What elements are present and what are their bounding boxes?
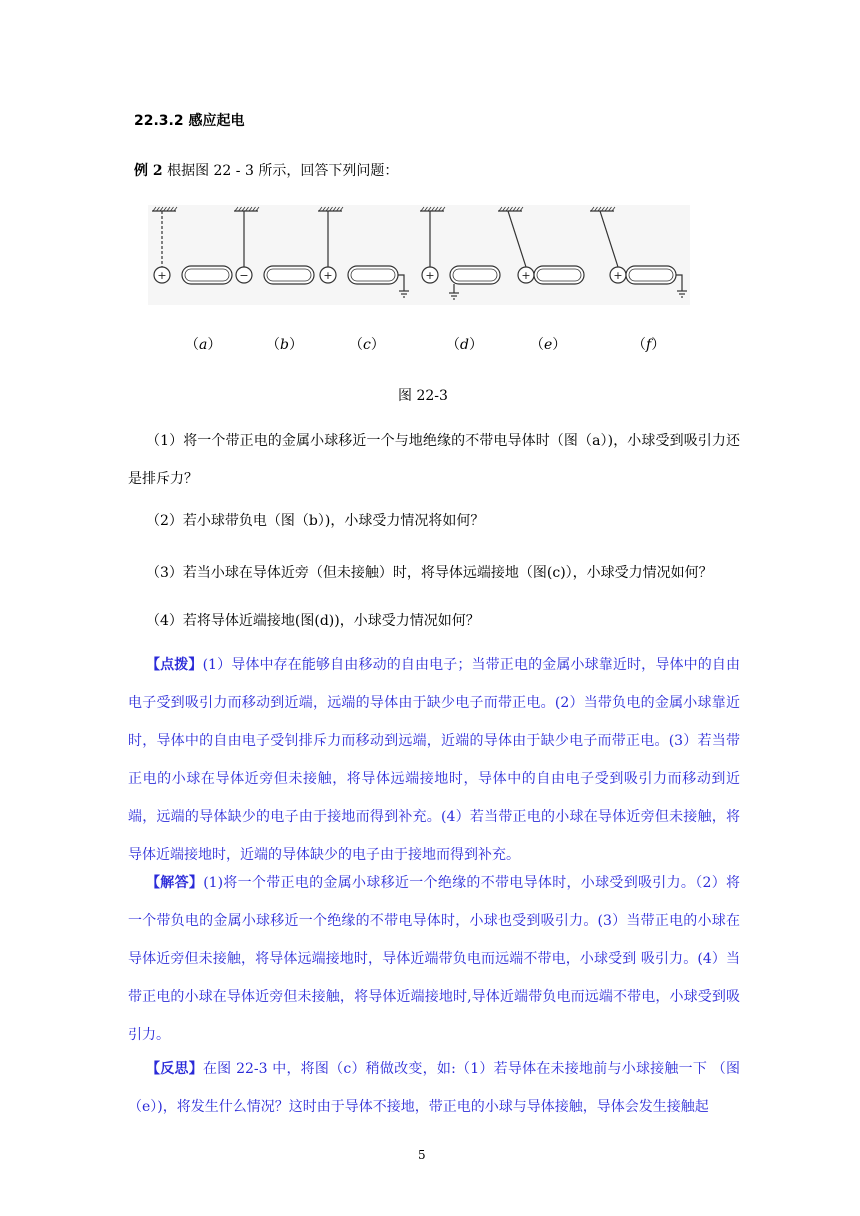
panel-label-d: （d） (446, 337, 483, 353)
example-text: 根据图 22 - 3 所示，回答下列问题： (167, 163, 399, 179)
panel-label-c: （c） (349, 337, 385, 353)
answer-text: (1)将一个带正电的金属小球移近一个绝缘的不带电导体时，小球受到吸引力。（2）将一个带负电的金属小球移近一个绝缘的不带电导体时，小球也受到吸引力。(3）当带正电的小球在导体近旁但未接触，将导体远端接地时，导体近端带负电而远端不带电，小球受到 吸引力。(4）当带正电的小球在导体近旁但未接触，将导体近端接地时,导体近端带负电而远端不带电，小球受到吸引力。 (128, 875, 740, 1043)
panel-label-e: （e） (530, 337, 567, 353)
charge-sign: + (613, 269, 623, 282)
charge-sign: + (323, 269, 333, 282)
answer-paragraph (128, 864, 740, 1054)
section-heading: 22.3.2 感应起电 (134, 113, 245, 129)
panel-label-b: （b） (266, 337, 303, 353)
charge-sign: − (239, 269, 249, 282)
answer-label: 【解答】 (146, 875, 204, 891)
reflection-text: 在图 22-3 中，将图（c）稍做改变，如:（1）若导体在未接地前与小球接触一下 （图（e）)，将发生什么情况？这时由于导体不接地，带正电的小球与导体接触，导体会发生接触起 (128, 1061, 741, 1115)
charge-sign: + (521, 269, 531, 282)
hint-text: (1）导体中存在能够自由移动的自由电子；当带正电的金属小球靠近时，导体中的自由电子受到吸引力而移动到近端，远端的导体由于缺少电子而带正电。(2）当带负电的金属小球靠近时，导体中的自由电子受钊排斥力而移动到远端，近端的导体由于缺少电子而带正电。(3）若当带正电的小球在导体近旁但未接触，将导体远端接地时，导体中的自由电子受到吸引力而移动到近端，远端的导体缺少的电子由于接地而得到补充。(4）若当带正电的小球在导体近旁但未接触，将导体近端接地时，近端的导体缺少的电子由于接地而得到补充。 (128, 657, 741, 863)
example-label: 例 2 (134, 163, 163, 179)
panel-label-f: （f） (632, 337, 666, 353)
question-2: （2）若小球带负电（图（b）)，小球受力情况将如何？ (146, 513, 485, 529)
charge-sign: + (425, 269, 435, 282)
question-4: （4）若将导体近端接地(图(d))，小球受力情况如何？ (146, 613, 480, 629)
charge-sign: + (157, 269, 167, 282)
figure-caption: 图 22-3 (398, 388, 448, 404)
question-1: （1）将一个带正电的金属小球移近一个与地绝缘的不带电导体时（图（a）)，小球受到吸引力还是排斥力？ (128, 433, 740, 487)
figure-22-3 (148, 205, 690, 305)
hint-label: 【点拨】 (146, 657, 203, 673)
panel-label-a: （a） (185, 337, 222, 353)
hint-paragraph (128, 646, 740, 874)
reflection-label: 【反思】 (146, 1061, 203, 1077)
question-3: （3）若当小球在导体近旁（但未接触）时，将导体远端接地（图(c)），小球受力情况如何？ (146, 565, 713, 581)
example-line (134, 160, 398, 180)
reflection-paragraph (128, 1050, 740, 1126)
page-number: 5 (418, 1148, 426, 1162)
